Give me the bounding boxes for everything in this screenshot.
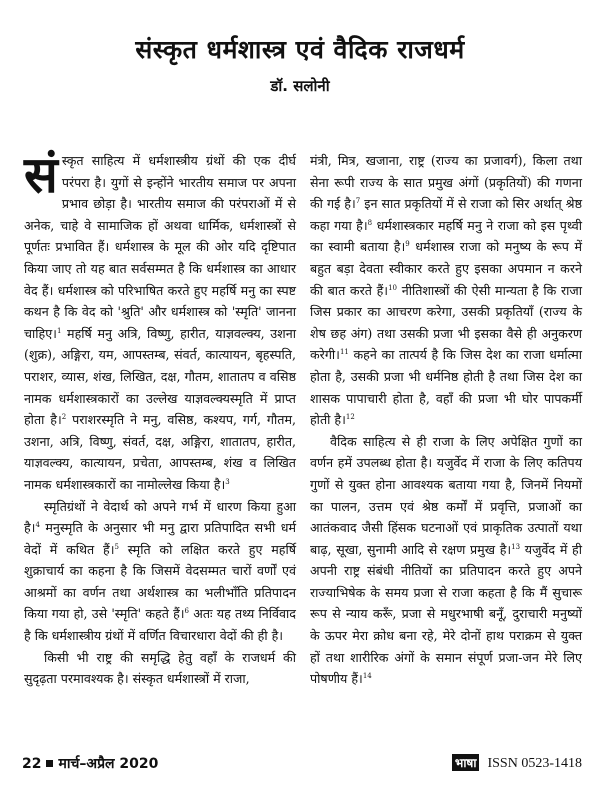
issue-date: मार्च–अप्रैल 2020 [58,756,159,772]
right-column [310,150,582,690]
footnote-ref: 12 [345,412,355,421]
footnote-ref: 9 [405,240,410,249]
author-name: डॉ. सलोनी [270,77,330,95]
footnote-ref: 13 [511,542,521,551]
footnote-ref: 14 [362,672,372,681]
paragraph: स्मृतिग्रंथों ने वेदार्थ को अपने गर्भ में धारण किया हुआ है।$^4$ मनुस्मृति के अनुसार भी मनु द्वारा प्रतिपादित सभी धर्म वेदों में कथित हैं।$^5$ स्मृति को लक्षित करते हुए महर्षि शुक्राचार्य का कहना है कि जिसमें वेदसम्मत चारों वर्णों एवं आश्रमों का वर्णन तथा अर्थशास्त्र का भलीभाँति प्रतिपादन किया गया हो, उसे 'स्मृति' कहते हैं।$^6$ अतः यह तथ्य निर्विवाद है कि धर्मशास्त्रीय ग्रंथों में वर्णित विचारधारा वेदों की ही है। [24,498,296,644]
footer-left [22,754,158,773]
paragraph: संस्कृत साहित्य में धर्मशास्त्रीय ग्रंथों की एक दीर्घ परंपरा है। युगों से इन्होंने भारतीय समाज पर अपना प्रभाव छोड़ा है। भारतीय समाज की परंपराओं में से अनेक, चाहे वे सामाजिक हों अथवा धार्मिक, धर्मशास्त्रों से पूर्णतः प्रभावित हैं। धर्मशास्त्र के मूल की ओर यदि दृष्टिपात किया जाए तो यह बात सर्वसम्मत है कि धर्मशास्त्र का आधार वेद हैं। धर्मशास्त्र को परिभाषित करते हुए महर्षि मनु का स्पष्ट कथन है कि वेद को 'श्रुति' और धर्मशास्त्र को 'स्मृति' जानना चाहिए।$^1$ महर्षि मनु अत्रि, विष्णु, हारीत, याज्ञवल्क्य, उशना (शुक्र), अङ्गिरा, यम, आपस्तम्ब, संवर्त, कात्यायन, बृहस्पति, पराशर, व्यास, शंख, लिखित, दक्ष, गौतम, शातातप व वसिष्ठ नामक धर्मशास्त्रकारों का उल्लेख याज्ञवल्क्यस्मृति में प्राप्त होता है।$^2$ पराशरस्मृति ने मनु, वसिष्ठ, कश्यप, गर्ग, गौतम, उशना, अत्रि, विष्णु, संवर्त, दक्ष, अङ्गिरा, शातातप, हारीत, याज्ञवल्क्य, कात्यायन, प्रचेता, आपस्तम्ब, शंख व लिखित नामक धर्मशास्त्रकारों का नामोल्लेख किया है।$^3$ [24,146,296,492]
footnote-ref: 11 [339,348,349,357]
footnote-ref: 6 [184,607,190,616]
footnote-ref: 3 [225,477,230,486]
page-footer [22,754,582,774]
footnote-ref: 1 [56,326,62,335]
paragraph: किसी भी राष्ट्र की समृद्धि हेतु वहाँ के राजधर्म की सुदृढ़ता परमावश्यक है। संस्कृत धर्मशास्त्रों में राजा, [24,649,296,687]
footnote-ref: 10 [388,283,398,292]
left-column [24,146,296,690]
paragraph: मंत्री, मित्र, खजाना, राष्ट्र (राज्य का प्रजावर्ग), किला तथा सेना रूपी राज्य के सात प्रमुख अंगों (प्रकृतियों) की गणना की गई है।$^7$ इन सात प्रकृतियों में से राजा को सिर अर्थात् श्रेष्ठ कहा गया है।$^8$ धर्मशास्त्रकार महर्षि मनु ने राजा को इस पृथ्वी का स्वामी बताया है।$^9$ धर्मशास्त्र राजा को मनुष्य के रूप में बहुत बड़ा देवता स्वीकार करते हुए इसका अपमान न करने की बात करते हैं।$^{10}$ नीतिशास्त्रों की ऐसी मान्यता है कि राजा जिस प्रकार का आचरण करेगा, उसकी प्रकृतियाँ (राज्य के शेष छह अंग) तथा उसकी प्रजा भी इसका वैसे ही अनुकरण करेगी।$^{11}$ कहने का तात्पर्य है कि जिस देश का राजा धर्मात्मा होता है, उसकी प्रजा भी धर्मनिष्ठ होती है तथा जिस देश का शासक पापाचारी होता है, वहाँ की प्रजा भी घोर पापकर्मी होती है।$^{12}$ [310,153,583,428]
footnote-ref: 5 [114,542,119,551]
footnote-ref: 4 [35,520,40,529]
footnote-ref: 2 [61,412,67,421]
drop-cap: सं [24,146,58,204]
paragraph: वैदिक साहित्य से ही राजा के लिए अपेक्षित गुणों का वर्णन हमें उपलब्ध होता है। यजुर्वेद में राजा के लिए कतिपय गुणों से युक्त होना आवश्यक बताया गया है, जिनमें नियमों का पालन, उत्तम एवं श्रेष्ठ कर्मों में प्रवृत्ति, प्रजाओं का आतंकवाद जैसी हिंसक घटनाओं एवं प्राकृतिक उत्पातों यथा बाढ़, सूखा, सुनामी आदि से रक्षण प्रमुख है।$^{13}$ यजुर्वेद में ही अपनी राष्ट्र संबंधी नीतियों का प्रतिपादन करते हुए अपने राज्याभिषेक के समय प्रजा से राजा कहता है कि मैं सुचारू रूप से न्याय करूँ, प्रजा से मधुरभाषी बनूँ, दुराचारी मनुष्यों के ऊपर मेरा क्रोध बना रहे, मेरे दोनों हाथ पराक्रम से युक्त हों तथा शारीरिक अंगों के समान संपूर्ण प्रजा-जन मेरे लिए पोषणीय हैं।$^{14}$ [310,433,582,687]
issn-number: ISSN 0523-1418 [487,756,582,771]
footnote-ref: 8 [367,218,373,227]
article-title: संस्कृत धर्मशास्त्र एवं वैदिक राजधर्म [135,35,465,64]
footnote-ref: 7 [355,197,361,205]
footer-right [452,754,582,772]
page-number: 22 [22,756,42,772]
square-bullet-icon [46,760,53,767]
journal-logo: भाषा [452,754,480,771]
